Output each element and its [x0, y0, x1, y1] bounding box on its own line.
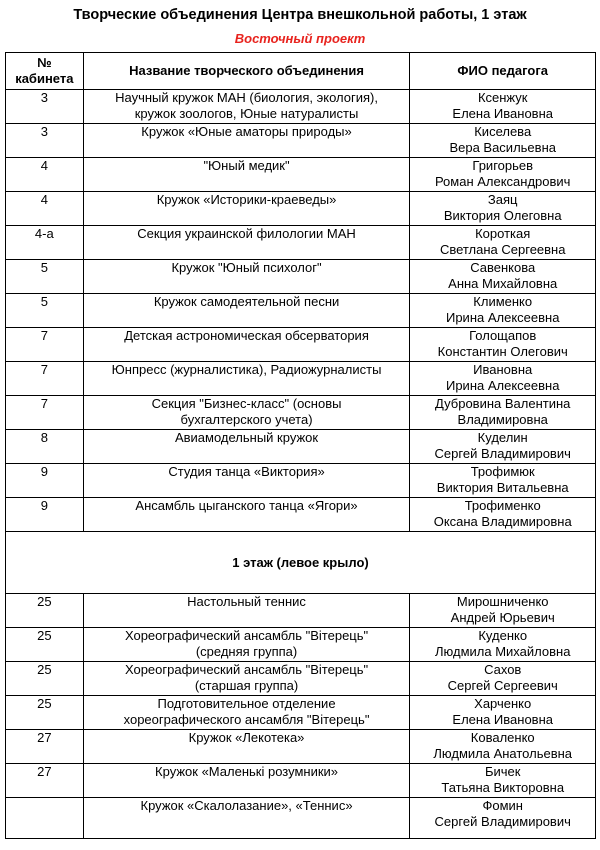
room-cell: 7 — [6, 396, 84, 430]
table-row — [6, 594, 596, 628]
teacher-name-cell: Голощапов Константин Олегович — [410, 328, 596, 362]
room-cell: 27 — [6, 764, 84, 798]
table-row — [6, 260, 596, 294]
teacher-name-cell: Куденко Людмила Михайловна — [410, 628, 596, 662]
header-name: Название творческого объединения — [83, 53, 410, 90]
room-cell: 3 — [6, 90, 84, 124]
room-cell: 3 — [6, 124, 84, 158]
room-cell: 25 — [6, 662, 84, 696]
association-name-cell: Подготовительное отделение хореографического ансамбля "Вітерець" — [83, 696, 410, 730]
association-name-cell: Ансамбль цыганского танца «Ягори» — [83, 498, 410, 532]
teacher-name-cell: Куделин Сергей Владимирович — [410, 430, 596, 464]
teacher-name-cell: Ксенжук Елена Ивановна — [410, 90, 596, 124]
section-label: 1 этаж (левое крыло) — [6, 532, 596, 594]
table-row — [6, 158, 596, 192]
table-row — [6, 430, 596, 464]
rooms-table — [5, 52, 596, 839]
teacher-name-cell: Бичек Татьяна Викторовна — [410, 764, 596, 798]
teacher-name-cell: Коваленко Людмила Анатольевна — [410, 730, 596, 764]
table-row — [6, 798, 596, 839]
room-cell: 27 — [6, 730, 84, 764]
table-row — [6, 90, 596, 124]
association-name-cell: Студия танца «Виктория» — [83, 464, 410, 498]
teacher-name-cell: Савенкова Анна Михайловна — [410, 260, 596, 294]
association-name-cell: Секция украинской филологии МАН — [83, 226, 410, 260]
association-name-cell: Настольный теннис — [83, 594, 410, 628]
table-row — [6, 764, 596, 798]
table-row — [6, 498, 596, 532]
teacher-name-cell: Короткая Светлана Сергеевна — [410, 226, 596, 260]
room-cell: 7 — [6, 362, 84, 396]
room-cell: 5 — [6, 260, 84, 294]
association-name-cell: Секция "Бизнес-класс" (основы бухгалтерского учета) — [83, 396, 410, 430]
room-cell: 25 — [6, 594, 84, 628]
association-name-cell: Кружок «Юные аматоры природы» — [83, 124, 410, 158]
association-name-cell: Детская астрономическая обсерватория — [83, 328, 410, 362]
room-cell: 5 — [6, 294, 84, 328]
teacher-name-cell: Фомин Сергей Владимирович — [410, 798, 596, 839]
room-cell: 4 — [6, 158, 84, 192]
room-cell: 25 — [6, 628, 84, 662]
room-cell: 7 — [6, 328, 84, 362]
table-row — [6, 362, 596, 396]
table-row — [6, 464, 596, 498]
table-row — [6, 696, 596, 730]
document-title: Творческие объединения Центра внешкольной работы, 1 этаж — [73, 7, 527, 23]
table-row — [6, 730, 596, 764]
header-room: № кабинета — [6, 53, 84, 90]
header-teacher: ФИО педагога — [410, 53, 596, 90]
teacher-name-cell: Трофимюк Виктория Витальевна — [410, 464, 596, 498]
document-subtitle: Восточный проект — [234, 31, 366, 46]
association-name-cell: Кружок «Историки-краеведы» — [83, 192, 410, 226]
association-name-cell: Авиамодельный кружок — [83, 430, 410, 464]
teacher-name-cell: Григорьев Роман Александрович — [410, 158, 596, 192]
table-body — [6, 90, 596, 839]
table-row — [6, 192, 596, 226]
room-cell: 4 — [6, 192, 84, 226]
association-name-cell: Кружок "Юный психолог" — [83, 260, 410, 294]
association-name-cell: Кружок самодеятельной песни — [83, 294, 410, 328]
table-row — [6, 124, 596, 158]
teacher-name-cell: Ивановна Ирина Алексеевна — [410, 362, 596, 396]
teacher-name-cell: Заяц Виктория Олеговна — [410, 192, 596, 226]
room-cell: 9 — [6, 498, 84, 532]
room-cell: 8 — [6, 430, 84, 464]
association-name-cell: "Юный медик" — [83, 158, 410, 192]
table-row — [6, 328, 596, 362]
association-name-cell: Научный кружок МАН (биология, экология), кружок зоологов, Юные натуралисты — [83, 90, 410, 124]
teacher-name-cell: Харченко Елена Ивановна — [410, 696, 596, 730]
teacher-name-cell: Клименко Ирина Алексеевна — [410, 294, 596, 328]
room-cell: 25 — [6, 696, 84, 730]
room-cell: 9 — [6, 464, 84, 498]
association-name-cell: Хореографический ансамбль "Вітерець" (средняя группа) — [83, 628, 410, 662]
room-cell — [6, 798, 84, 839]
association-name-cell: Юнпресс (журналистика), Радиожурналисты — [83, 362, 410, 396]
table-row — [6, 662, 596, 696]
teacher-name-cell: Киселева Вера Васильевна — [410, 124, 596, 158]
association-name-cell: Кружок «Лекотека» — [83, 730, 410, 764]
association-name-cell: Кружок «Скалолазание», «Теннис» — [83, 798, 410, 839]
association-name-cell: Кружок «Маленькі розумники» — [83, 764, 410, 798]
table-row — [6, 294, 596, 328]
table-row — [6, 628, 596, 662]
teacher-name-cell: Мирошниченко Андрей Юрьевич — [410, 594, 596, 628]
teacher-name-cell: Трофименко Оксана Владимировна — [410, 498, 596, 532]
section-row — [6, 532, 596, 594]
table-row — [6, 396, 596, 430]
association-name-cell: Хореографический ансамбль "Вітерець" (старшая группа) — [83, 662, 410, 696]
room-cell: 4-а — [6, 226, 84, 260]
teacher-name-cell: Сахов Сергей Сергеевич — [410, 662, 596, 696]
teacher-name-cell: Дубровина Валентина Владимировна — [410, 396, 596, 430]
table-header-row — [6, 53, 596, 90]
table-row — [6, 226, 596, 260]
